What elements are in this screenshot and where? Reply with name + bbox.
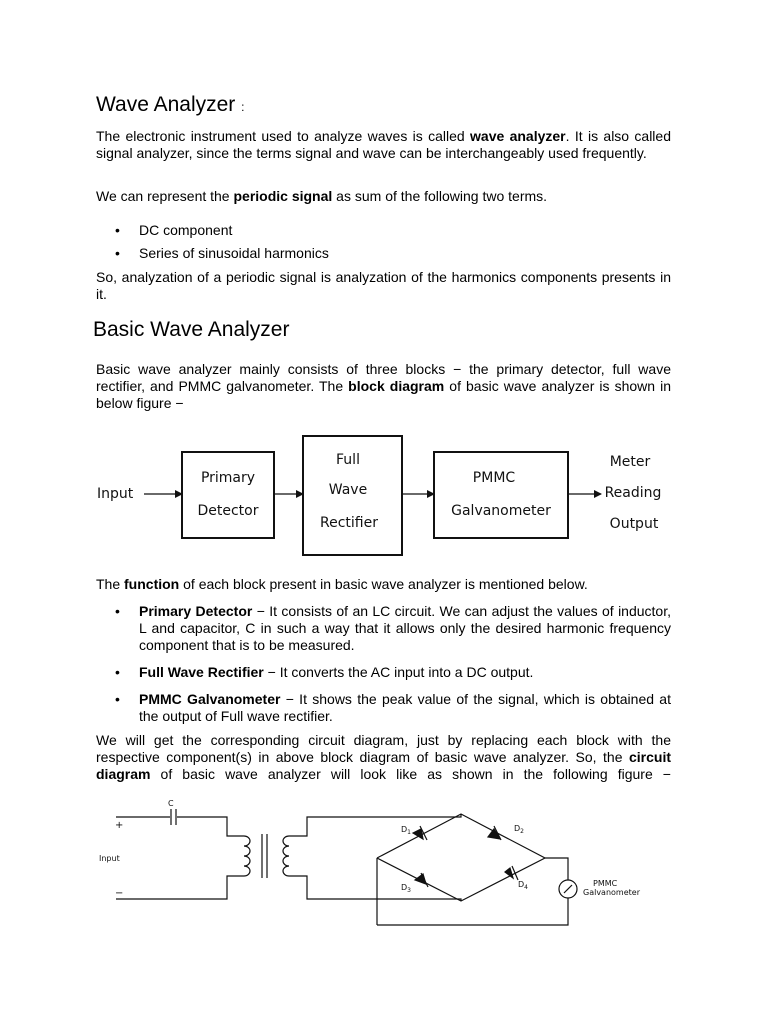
function-term: Full Wave Rectifier: [139, 664, 264, 680]
cd-meter-label-1: PMMC: [593, 879, 618, 888]
function-term: Primary Detector: [139, 603, 253, 619]
bd-primary-detector-block: [182, 452, 274, 538]
cd-wire: [289, 876, 461, 901]
cd-diode-d3-bar: [421, 873, 428, 887]
cd-bridge-wire: [377, 814, 545, 901]
wave-analyzer-heading: [96, 93, 244, 117]
bd-output-label-3: Output: [609, 516, 659, 532]
list-item: [115, 691, 671, 725]
cd-primary-coil: [244, 836, 250, 876]
cd-wire: [377, 898, 568, 925]
bd-output-label-2: Reading: [604, 485, 662, 501]
rep-bold-term: periodic signal: [233, 188, 333, 204]
list-item: [115, 664, 671, 681]
cd-wire: [289, 814, 461, 836]
intro-text-rest: . It is also called signal analyzer, since the terms signal and wave can be interchangeably used frequently.: [96, 128, 671, 161]
intro-text: The electronic instrument used to analyze waves is called: [96, 128, 471, 144]
list-item: [115, 603, 671, 654]
bd-pmmc-label-2: Galvanometer: [451, 503, 551, 519]
function-desc: − It shows the peak value of the signal, which is obtained at the output of Full wave rectifier.: [139, 691, 671, 724]
bd-output-label-1: Meter: [609, 454, 651, 470]
bd-pmmc-label-1: PMMC: [472, 470, 516, 486]
circuit-text-rest: of basic wave analyzer will look like as shown in the following figure −: [150, 766, 671, 782]
intro-paragraph: [96, 128, 671, 162]
cd-galvanometer-needle: [564, 885, 572, 893]
cd-diode-d1: [413, 829, 423, 839]
function-text: The: [96, 576, 125, 592]
cd-d4-label: $D_4$: [518, 880, 528, 891]
list-item: • Series of sinusoidal harmonics: [115, 245, 329, 262]
basic-intro-text: Basic wave analyzer mainly consists of three blocks − the primary detector, full wave rectifier, and PMMC galvanometer. The: [96, 361, 671, 394]
bd-full-wave-rectifier-block: [303, 436, 402, 555]
cd-meter-label-2: Galvanometer: [583, 888, 640, 897]
cd-wire: [177, 817, 244, 836]
cd-d3-label: $D_3$: [401, 883, 411, 894]
cd-wire: [116, 876, 244, 899]
function-paragraph: [96, 576, 671, 593]
function-desc: − It consists of an LC circuit. We can adjust the values of inductor, L and capacitor, C in such a way that it allows only the desired harmonic frequency component that is to be measured.: [139, 603, 671, 653]
cd-diode-d1-bar: [420, 826, 427, 840]
function-bold-term: function: [124, 576, 180, 592]
bd-primary-label-2: Detector: [197, 503, 259, 519]
cd-galvanometer: [559, 880, 577, 898]
conclusion-paragraph: So, analyzation of a periodic signal is analyzation of the harmonics components presents in it.: [96, 269, 671, 302]
cd-diode-d2: [488, 829, 500, 839]
basic-wave-analyzer-heading: Basic Wave Analyzer: [93, 318, 290, 341]
representation-paragraph: [96, 188, 671, 205]
basic-intro-paragraph: [96, 361, 671, 412]
cd-secondary-coil: [283, 836, 289, 876]
cd-input-label: Input: [99, 854, 120, 863]
circuit-paragraph: [96, 732, 671, 783]
cd-capacitor-label: C: [168, 799, 174, 808]
function-text-rest: of each block present in basic wave analyzer is mentioned below.: [179, 576, 588, 592]
functions-list: [115, 603, 671, 725]
rep-text-rest: as sum of the following two terms.: [332, 188, 548, 204]
cd-diode-d3: [415, 874, 426, 884]
cd-minus-label: −: [115, 888, 124, 899]
heading-colon: :: [241, 100, 245, 114]
cd-wire: [545, 858, 568, 880]
cd-diode-d2-bar: [494, 826, 501, 840]
cd-plus-label: +: [115, 820, 124, 831]
cd-d1-label: $D_1$: [401, 825, 411, 836]
cd-diode-d4-bar: [512, 866, 518, 880]
rep-text: We can represent the: [96, 188, 234, 204]
basic-intro-text-rest: of basic wave analyzer is shown in below figure −: [96, 378, 671, 411]
bd-primary-label-1: Primary: [200, 470, 256, 486]
function-term: PMMC Galvanometer: [139, 691, 281, 707]
basic-intro-bold-term: block diagram: [348, 378, 445, 394]
bd-rect-label-2: Wave: [328, 482, 368, 498]
wave-analyzer-title: Wave Analyzer: [96, 93, 236, 116]
function-desc: − It converts the AC input into a DC output.: [263, 664, 534, 680]
cd-diode-d4: [505, 868, 513, 878]
intro-bold-term: wave analyzer: [470, 128, 566, 144]
bd-pmmc-galvanometer-block: [434, 452, 568, 538]
circuit-bold-term: circuit diagram: [96, 749, 671, 782]
circuit-text: We will get the corresponding circuit diagram, just by replacing each block with the respective component(s) in above block diagram of basic wave analyzer. So, the: [96, 732, 671, 765]
bd-rect-label-1: Full: [336, 452, 360, 468]
bd-input-label: Input: [97, 486, 134, 502]
terms-list: [115, 222, 329, 262]
list-item: • DC component: [115, 222, 329, 239]
bd-rect-label-3: Rectifier: [320, 515, 378, 531]
cd-d2-label: $D_2$: [514, 824, 524, 835]
